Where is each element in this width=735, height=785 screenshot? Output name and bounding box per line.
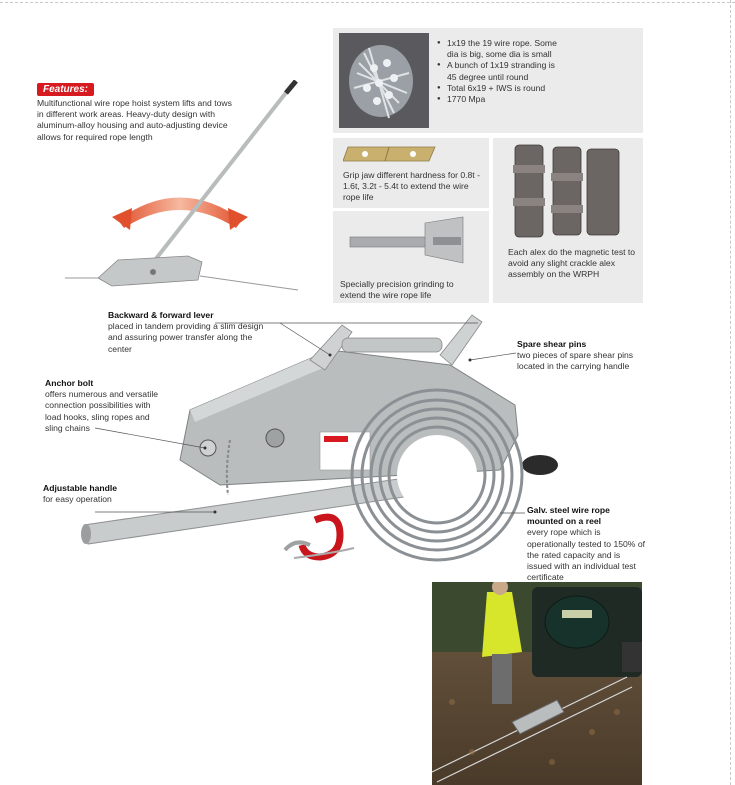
grinding-text: Specially precision grinding to extend the wire rope life: [340, 279, 454, 301]
wire-rope-spec-1: ● 1x19 the 19 wire rope. Some dia is big, some dia is small: [447, 38, 557, 60]
field-use-photo: [432, 582, 642, 785]
handle-callout: [43, 483, 163, 505]
wire-rope-spec-4: ● 1770 Mpa: [447, 94, 557, 105]
features-badge: Features:: [37, 83, 94, 96]
shear-pins-callout-text: two pieces of spare shear pins located in the carrying handle: [517, 350, 634, 372]
wire-rope-callout-title: Galv. steel wire rope mounted on a reel: [527, 505, 610, 527]
wire-rope-spec-2: ● A bunch of 1x19 stranding is 45 degree until round: [447, 60, 557, 82]
handle-callout-text: for easy operation: [43, 494, 112, 505]
features-text: Multifunctional wire rope hoist system lifts and tows in different work areas. Heavy-duty design with aluminum-alloy housing and auto-adjusting device allows for required rope length: [37, 98, 232, 142]
lever-callout-text: placed in tandem providing a slim design and assuring power transfer along the center: [108, 321, 264, 354]
grip-jaw-text: Grip jaw different hardness for 0.8t - 1.6t, 3.2t - 5.4t to extend the wire rope life: [343, 170, 480, 203]
wire-rope-callout: [527, 505, 645, 583]
axle-text: Each alex do the magnetic test to avoid any slight crackle alex assembly on the WRPH: [508, 247, 636, 280]
shear-pins-callout-title: Spare shear pins: [517, 339, 587, 349]
wire-rope-spec-3: ● Total 6x19 + IWS is round: [447, 83, 557, 94]
anchor-bolt-callout-title: Anchor bolt: [45, 378, 94, 388]
handle-callout-title: Adjustable handle: [43, 483, 118, 493]
anchor-bolt-callout-text: offers numerous and versatile connection possibilities with load hooks, sling ropes and sling chains: [45, 389, 159, 433]
lever-callout: [108, 310, 278, 355]
wire-rope-callout-text: every rope which is operationally tested to 150% of the rated capacity and is issued with an individual test certificate: [527, 527, 646, 583]
lever-callout-title: Backward & forward lever: [108, 310, 214, 320]
shear-pins-callout: [517, 339, 637, 373]
anchor-bolt-callout: [45, 378, 165, 434]
